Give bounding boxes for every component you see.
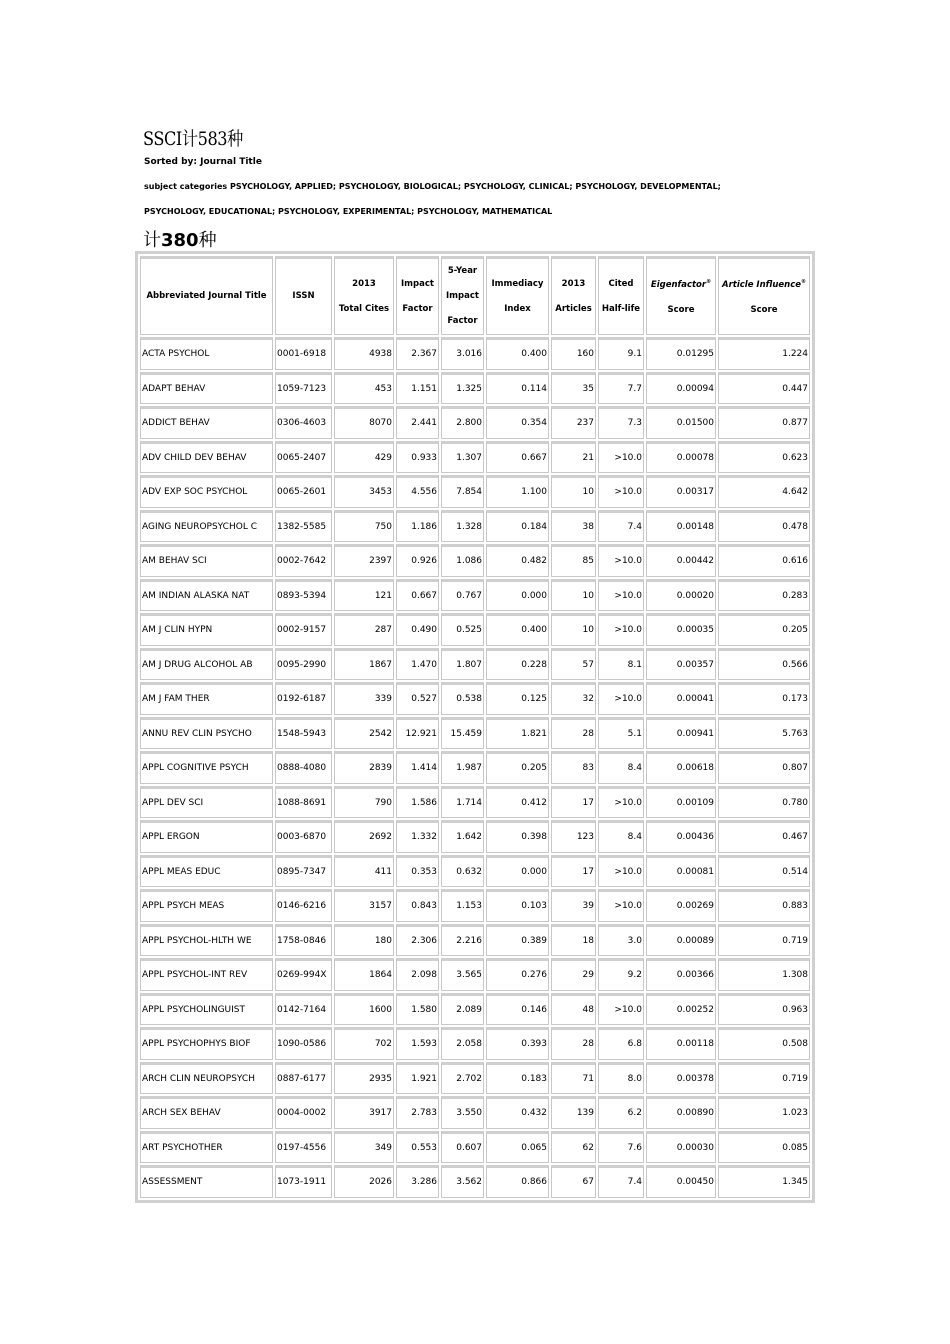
cell-five-year-impact-factor: 2.216	[441, 924, 484, 957]
cell-total-cites: 339	[334, 682, 394, 715]
cell-impact-factor: 1.414	[396, 751, 439, 784]
cell-articles: 139	[551, 1096, 596, 1129]
cell-impact-factor: 2.441	[396, 406, 439, 439]
cell-five-year-impact-factor: 2.058	[441, 1027, 484, 1060]
cell-total-cites: 287	[334, 613, 394, 646]
cell-issn: 0306-4603	[275, 406, 332, 439]
cell-impact-factor: 4.556	[396, 475, 439, 508]
header-article-influence-score: Article Influence® Score	[718, 256, 810, 335]
cell-issn: 0887-6177	[275, 1062, 332, 1095]
cell-articles: 29	[551, 958, 596, 991]
cell-issn: 1059-7123	[275, 372, 332, 405]
cell-articles: 10	[551, 475, 596, 508]
cell-articles: 28	[551, 1027, 596, 1060]
cell-cited-half-life: 3.0	[598, 924, 644, 957]
cell-article-influence-score: 0.085	[718, 1131, 810, 1164]
cell-five-year-impact-factor: 1.328	[441, 510, 484, 543]
cell-immediacy-index: 0.146	[486, 993, 549, 1026]
cell-eigenfactor-score: 0.00618	[646, 751, 716, 784]
cell-impact-factor: 2.306	[396, 924, 439, 957]
cell-immediacy-index: 0.389	[486, 924, 549, 957]
cell-five-year-impact-factor: 0.607	[441, 1131, 484, 1164]
cell-immediacy-index: 1.100	[486, 475, 549, 508]
cell-cited-half-life: 7.4	[598, 1165, 644, 1198]
cell-impact-factor: 2.098	[396, 958, 439, 991]
cell-total-cites: 790	[334, 786, 394, 819]
cell-eigenfactor-score: 0.00442	[646, 544, 716, 577]
cell-immediacy-index: 1.821	[486, 717, 549, 750]
cell-articles: 71	[551, 1062, 596, 1095]
cell-journal-title: ADDICT BEHAV	[140, 406, 273, 439]
cell-cited-half-life: >10.0	[598, 475, 644, 508]
cell-issn: 0895-7347	[275, 855, 332, 888]
cell-eigenfactor-score: 0.01500	[646, 406, 716, 439]
header-title: Abbreviated Journal Title	[140, 256, 273, 335]
cell-issn: 0146-6216	[275, 889, 332, 922]
cell-issn: 0065-2601	[275, 475, 332, 508]
table-row	[140, 1165, 810, 1198]
cell-article-influence-score: 0.780	[718, 786, 810, 819]
cell-cited-half-life: >10.0	[598, 993, 644, 1026]
cell-articles: 67	[551, 1165, 596, 1198]
count-suffix: 种	[198, 230, 217, 251]
cell-impact-factor: 1.151	[396, 372, 439, 405]
cell-five-year-impact-factor: 1.325	[441, 372, 484, 405]
cell-article-influence-score: 0.877	[718, 406, 810, 439]
cell-impact-factor: 1.921	[396, 1062, 439, 1095]
table-row	[140, 544, 810, 577]
table-row	[140, 855, 810, 888]
journal-table	[135, 251, 815, 1203]
cell-articles: 35	[551, 372, 596, 405]
cell-issn: 1548-5943	[275, 717, 332, 750]
cell-total-cites: 1600	[334, 993, 394, 1026]
cell-impact-factor: 1.580	[396, 993, 439, 1026]
cell-issn: 0095-2990	[275, 648, 332, 681]
cell-impact-factor: 1.186	[396, 510, 439, 543]
cell-cited-half-life: 7.7	[598, 372, 644, 405]
cell-journal-title: APPL PSYCH MEAS	[140, 889, 273, 922]
cell-impact-factor: 0.527	[396, 682, 439, 715]
table-row	[140, 406, 810, 439]
cell-eigenfactor-score: 0.00081	[646, 855, 716, 888]
cell-journal-title: APPL DEV SCI	[140, 786, 273, 819]
cell-total-cites: 2397	[334, 544, 394, 577]
cell-impact-factor: 1.332	[396, 820, 439, 853]
header-impact-factor: Impact Factor	[396, 256, 439, 335]
cell-cited-half-life: 8.1	[598, 648, 644, 681]
sort-info: Sorted by: Journal Title	[144, 157, 262, 167]
cell-journal-title: ARCH SEX BEHAV	[140, 1096, 273, 1129]
cell-issn: 1758-0846	[275, 924, 332, 957]
cell-immediacy-index: 0.184	[486, 510, 549, 543]
cell-immediacy-index: 0.866	[486, 1165, 549, 1198]
table-row	[140, 924, 810, 957]
cell-article-influence-score: 4.642	[718, 475, 810, 508]
cell-five-year-impact-factor: 1.642	[441, 820, 484, 853]
cell-eigenfactor-score: 0.00148	[646, 510, 716, 543]
cell-five-year-impact-factor: 0.632	[441, 855, 484, 888]
cell-immediacy-index: 0.482	[486, 544, 549, 577]
header-five-year-impact-factor: 5-Year Impact Factor	[441, 256, 484, 335]
cell-articles: 160	[551, 337, 596, 370]
table-row	[140, 441, 810, 474]
cell-cited-half-life: 6.2	[598, 1096, 644, 1129]
cell-journal-title: ASSESSMENT	[140, 1165, 273, 1198]
cell-issn: 1382-5585	[275, 510, 332, 543]
cell-articles: 85	[551, 544, 596, 577]
cell-cited-half-life: 7.3	[598, 406, 644, 439]
cell-five-year-impact-factor: 7.854	[441, 475, 484, 508]
cell-immediacy-index: 0.000	[486, 855, 549, 888]
cell-eigenfactor-score: 0.00357	[646, 648, 716, 681]
cell-total-cites: 3917	[334, 1096, 394, 1129]
cell-journal-title: ART PSYCHOTHER	[140, 1131, 273, 1164]
cell-eigenfactor-score: 0.00094	[646, 372, 716, 405]
cell-eigenfactor-score: 0.00890	[646, 1096, 716, 1129]
cell-cited-half-life: >10.0	[598, 889, 644, 922]
cell-total-cites: 2542	[334, 717, 394, 750]
table-row	[140, 337, 810, 370]
cell-immediacy-index: 0.400	[486, 613, 549, 646]
cell-total-cites: 702	[334, 1027, 394, 1060]
cell-article-influence-score: 0.478	[718, 510, 810, 543]
cell-article-influence-score: 1.308	[718, 958, 810, 991]
header-immediacy-index: Immediacy Index	[486, 256, 549, 335]
cell-five-year-impact-factor: 3.550	[441, 1096, 484, 1129]
header-total-cites: 2013 Total Cites	[334, 256, 394, 335]
cell-immediacy-index: 0.103	[486, 889, 549, 922]
cell-immediacy-index: 0.125	[486, 682, 549, 715]
cell-impact-factor: 2.367	[396, 337, 439, 370]
cell-cited-half-life: >10.0	[598, 786, 644, 819]
cell-issn: 1090-0586	[275, 1027, 332, 1060]
cell-total-cites: 8070	[334, 406, 394, 439]
cell-cited-half-life: 9.1	[598, 337, 644, 370]
cell-cited-half-life: >10.0	[598, 855, 644, 888]
cell-cited-half-life: >10.0	[598, 682, 644, 715]
cell-article-influence-score: 0.447	[718, 372, 810, 405]
cell-cited-half-life: 8.4	[598, 820, 644, 853]
cell-impact-factor: 2.783	[396, 1096, 439, 1129]
cell-eigenfactor-score: 0.00118	[646, 1027, 716, 1060]
cell-article-influence-score: 0.508	[718, 1027, 810, 1060]
table-row	[140, 579, 810, 612]
cell-eigenfactor-score: 0.00109	[646, 786, 716, 819]
cell-articles: 83	[551, 751, 596, 784]
cell-articles: 17	[551, 855, 596, 888]
cell-issn: 0893-5394	[275, 579, 332, 612]
table-row	[140, 475, 810, 508]
cell-article-influence-score: 0.467	[718, 820, 810, 853]
cell-cited-half-life: 8.4	[598, 751, 644, 784]
cell-immediacy-index: 0.114	[486, 372, 549, 405]
cell-articles: 32	[551, 682, 596, 715]
cell-issn: 1088-8691	[275, 786, 332, 819]
cell-articles: 123	[551, 820, 596, 853]
table-row	[140, 1131, 810, 1164]
cell-cited-half-life: >10.0	[598, 544, 644, 577]
cell-impact-factor: 0.933	[396, 441, 439, 474]
cell-articles: 18	[551, 924, 596, 957]
cell-impact-factor: 1.586	[396, 786, 439, 819]
table-row	[140, 751, 810, 784]
cell-impact-factor: 0.843	[396, 889, 439, 922]
cell-journal-title: ARCH CLIN NEUROPSYCH	[140, 1062, 273, 1095]
cell-eigenfactor-score: 0.00030	[646, 1131, 716, 1164]
table-row	[140, 372, 810, 405]
cell-total-cites: 3453	[334, 475, 394, 508]
header-issn: ISSN	[275, 256, 332, 335]
cell-total-cites: 3157	[334, 889, 394, 922]
cell-articles: 10	[551, 613, 596, 646]
cell-article-influence-score: 1.345	[718, 1165, 810, 1198]
table-row	[140, 613, 810, 646]
cell-eigenfactor-score: 0.00450	[646, 1165, 716, 1198]
cell-five-year-impact-factor: 0.767	[441, 579, 484, 612]
cell-impact-factor: 0.490	[396, 613, 439, 646]
cell-five-year-impact-factor: 3.562	[441, 1165, 484, 1198]
cell-article-influence-score: 5.763	[718, 717, 810, 750]
subject-categories-line-2: PSYCHOLOGY, EDUCATIONAL; PSYCHOLOGY, EXPERIMENTAL; PSYCHOLOGY, MATHEMATICAL	[144, 207, 553, 216]
cell-eigenfactor-score: 0.00041	[646, 682, 716, 715]
cell-journal-title: APPL PSYCHOL-INT REV	[140, 958, 273, 991]
subject-categories-line-1: subject categories PSYCHOLOGY, APPLIED; PSYCHOLOGY, BIOLOGICAL; PSYCHOLOGY, CLINICAL; PSYCHOLOGY, DEVELOPMENTAL;	[144, 182, 721, 191]
cell-cited-half-life: >10.0	[598, 613, 644, 646]
cell-articles: 48	[551, 993, 596, 1026]
cell-impact-factor: 0.553	[396, 1131, 439, 1164]
cell-immediacy-index: 0.000	[486, 579, 549, 612]
cell-immediacy-index: 0.205	[486, 751, 549, 784]
cell-article-influence-score: 0.807	[718, 751, 810, 784]
cell-articles: 38	[551, 510, 596, 543]
cell-journal-title: AM J FAM THER	[140, 682, 273, 715]
cell-journal-title: APPL ERGON	[140, 820, 273, 853]
cell-total-cites: 121	[334, 579, 394, 612]
cell-total-cites: 4938	[334, 337, 394, 370]
cell-total-cites: 180	[334, 924, 394, 957]
cell-eigenfactor-score: 0.00020	[646, 579, 716, 612]
cell-issn: 0002-9157	[275, 613, 332, 646]
cell-immediacy-index: 0.400	[486, 337, 549, 370]
cell-articles: 21	[551, 441, 596, 474]
cell-immediacy-index: 0.667	[486, 441, 549, 474]
cell-articles: 57	[551, 648, 596, 681]
cell-impact-factor: 0.353	[396, 855, 439, 888]
cell-eigenfactor-score: 0.01295	[646, 337, 716, 370]
cell-articles: 39	[551, 889, 596, 922]
cell-five-year-impact-factor: 2.800	[441, 406, 484, 439]
cell-article-influence-score: 0.514	[718, 855, 810, 888]
cell-journal-title: ADV EXP SOC PSYCHOL	[140, 475, 273, 508]
cell-impact-factor: 1.470	[396, 648, 439, 681]
cell-total-cites: 429	[334, 441, 394, 474]
cell-journal-title: APPL PSYCHOLINGUIST	[140, 993, 273, 1026]
cell-total-cites: 349	[334, 1131, 394, 1164]
cell-issn: 0001-6918	[275, 337, 332, 370]
cell-article-influence-score: 0.719	[718, 924, 810, 957]
cell-issn: 0142-7164	[275, 993, 332, 1026]
cell-issn: 0888-4080	[275, 751, 332, 784]
cell-issn: 0003-6870	[275, 820, 332, 853]
cell-article-influence-score: 0.883	[718, 889, 810, 922]
cell-eigenfactor-score: 0.00252	[646, 993, 716, 1026]
table-row	[140, 1027, 810, 1060]
cell-total-cites: 1867	[334, 648, 394, 681]
count-number: 380	[161, 230, 199, 251]
cell-immediacy-index: 0.183	[486, 1062, 549, 1095]
cell-total-cites: 453	[334, 372, 394, 405]
cell-articles: 10	[551, 579, 596, 612]
cell-journal-title: AM J CLIN HYPN	[140, 613, 273, 646]
cell-issn: 0004-0002	[275, 1096, 332, 1129]
cell-impact-factor: 0.926	[396, 544, 439, 577]
cell-immediacy-index: 0.398	[486, 820, 549, 853]
cell-eigenfactor-score: 0.00317	[646, 475, 716, 508]
cell-cited-half-life: 7.4	[598, 510, 644, 543]
cell-immediacy-index: 0.412	[486, 786, 549, 819]
cell-journal-title: APPL MEAS EDUC	[140, 855, 273, 888]
cell-total-cites: 2026	[334, 1165, 394, 1198]
table-row	[140, 820, 810, 853]
cell-five-year-impact-factor: 0.525	[441, 613, 484, 646]
table-row	[140, 958, 810, 991]
cell-cited-half-life: 5.1	[598, 717, 644, 750]
cell-five-year-impact-factor: 0.538	[441, 682, 484, 715]
cell-issn: 0192-6187	[275, 682, 332, 715]
cell-eigenfactor-score: 0.00078	[646, 441, 716, 474]
header-cited-half-life: Cited Half-life	[598, 256, 644, 335]
cell-immediacy-index: 0.432	[486, 1096, 549, 1129]
table-row	[140, 1096, 810, 1129]
cell-articles: 62	[551, 1131, 596, 1164]
page-title: SSCI计583种	[143, 128, 243, 150]
cell-journal-title: APPL PSYCHOL-HLTH WE	[140, 924, 273, 957]
cell-cited-half-life: 7.6	[598, 1131, 644, 1164]
cell-eigenfactor-score: 0.00089	[646, 924, 716, 957]
cell-article-influence-score: 0.616	[718, 544, 810, 577]
cell-eigenfactor-score: 0.00269	[646, 889, 716, 922]
cell-eigenfactor-score: 0.00378	[646, 1062, 716, 1095]
cell-five-year-impact-factor: 1.153	[441, 889, 484, 922]
table-row	[140, 717, 810, 750]
table-row	[140, 1062, 810, 1095]
cell-issn: 1073-1911	[275, 1165, 332, 1198]
cell-cited-half-life: 6.8	[598, 1027, 644, 1060]
cell-cited-half-life: >10.0	[598, 441, 644, 474]
cell-article-influence-score: 0.205	[718, 613, 810, 646]
cell-total-cites: 2935	[334, 1062, 394, 1095]
cell-impact-factor: 12.921	[396, 717, 439, 750]
cell-five-year-impact-factor: 3.565	[441, 958, 484, 991]
cell-article-influence-score: 0.623	[718, 441, 810, 474]
cell-cited-half-life: 9.2	[598, 958, 644, 991]
cell-five-year-impact-factor: 1.987	[441, 751, 484, 784]
cell-five-year-impact-factor: 1.307	[441, 441, 484, 474]
cell-impact-factor: 3.286	[396, 1165, 439, 1198]
cell-article-influence-score: 0.566	[718, 648, 810, 681]
table-row	[140, 786, 810, 819]
cell-article-influence-score: 0.719	[718, 1062, 810, 1095]
cell-article-influence-score: 0.963	[718, 993, 810, 1026]
table-row	[140, 682, 810, 715]
cell-article-influence-score: 1.224	[718, 337, 810, 370]
cell-journal-title: ADV CHILD DEV BEHAV	[140, 441, 273, 474]
cell-journal-title: APPL PSYCHOPHYS BIOF	[140, 1027, 273, 1060]
header-eigenfactor-score: Eigenfactor® Score	[646, 256, 716, 335]
cell-eigenfactor-score: 0.00436	[646, 820, 716, 853]
cell-eigenfactor-score: 0.00941	[646, 717, 716, 750]
cell-article-influence-score: 0.283	[718, 579, 810, 612]
cell-journal-title: AM J DRUG ALCOHOL AB	[140, 648, 273, 681]
cell-five-year-impact-factor: 2.089	[441, 993, 484, 1026]
cell-impact-factor: 0.667	[396, 579, 439, 612]
cell-journal-title: ACTA PSYCHOL	[140, 337, 273, 370]
header-row	[140, 256, 810, 335]
cell-issn: 0002-7642	[275, 544, 332, 577]
cell-articles: 28	[551, 717, 596, 750]
cell-five-year-impact-factor: 15.459	[441, 717, 484, 750]
header-articles: 2013 Articles	[551, 256, 596, 335]
cell-eigenfactor-score: 0.00366	[646, 958, 716, 991]
table-row	[140, 889, 810, 922]
table-row	[140, 510, 810, 543]
cell-five-year-impact-factor: 1.086	[441, 544, 484, 577]
cell-journal-title: AGING NEUROPSYCHOL C	[140, 510, 273, 543]
cell-article-influence-score: 1.023	[718, 1096, 810, 1129]
table-row	[140, 993, 810, 1026]
cell-immediacy-index: 0.276	[486, 958, 549, 991]
cell-cited-half-life: 8.0	[598, 1062, 644, 1095]
cell-total-cites: 2839	[334, 751, 394, 784]
cell-five-year-impact-factor: 1.714	[441, 786, 484, 819]
cell-articles: 17	[551, 786, 596, 819]
cell-immediacy-index: 0.228	[486, 648, 549, 681]
journal-count	[143, 226, 217, 252]
cell-journal-title: APPL COGNITIVE PSYCH	[140, 751, 273, 784]
cell-eigenfactor-score: 0.00035	[646, 613, 716, 646]
cell-journal-title: AM BEHAV SCI	[140, 544, 273, 577]
cell-article-influence-score: 0.173	[718, 682, 810, 715]
cell-five-year-impact-factor: 2.702	[441, 1062, 484, 1095]
cell-total-cites: 411	[334, 855, 394, 888]
count-prefix: 计	[143, 230, 161, 251]
cell-total-cites: 750	[334, 510, 394, 543]
cell-five-year-impact-factor: 3.016	[441, 337, 484, 370]
cell-issn: 0065-2407	[275, 441, 332, 474]
cell-total-cites: 2692	[334, 820, 394, 853]
cell-immediacy-index: 0.065	[486, 1131, 549, 1164]
cell-journal-title: ADAPT BEHAV	[140, 372, 273, 405]
cell-issn: 0269-994X	[275, 958, 332, 991]
cell-total-cites: 1864	[334, 958, 394, 991]
cell-impact-factor: 1.593	[396, 1027, 439, 1060]
cell-journal-title: ANNU REV CLIN PSYCHO	[140, 717, 273, 750]
cell-cited-half-life: >10.0	[598, 579, 644, 612]
cell-five-year-impact-factor: 1.807	[441, 648, 484, 681]
cell-immediacy-index: 0.393	[486, 1027, 549, 1060]
cell-articles: 237	[551, 406, 596, 439]
cell-immediacy-index: 0.354	[486, 406, 549, 439]
cell-issn: 0197-4556	[275, 1131, 332, 1164]
cell-journal-title: AM INDIAN ALASKA NAT	[140, 579, 273, 612]
table-row	[140, 648, 810, 681]
